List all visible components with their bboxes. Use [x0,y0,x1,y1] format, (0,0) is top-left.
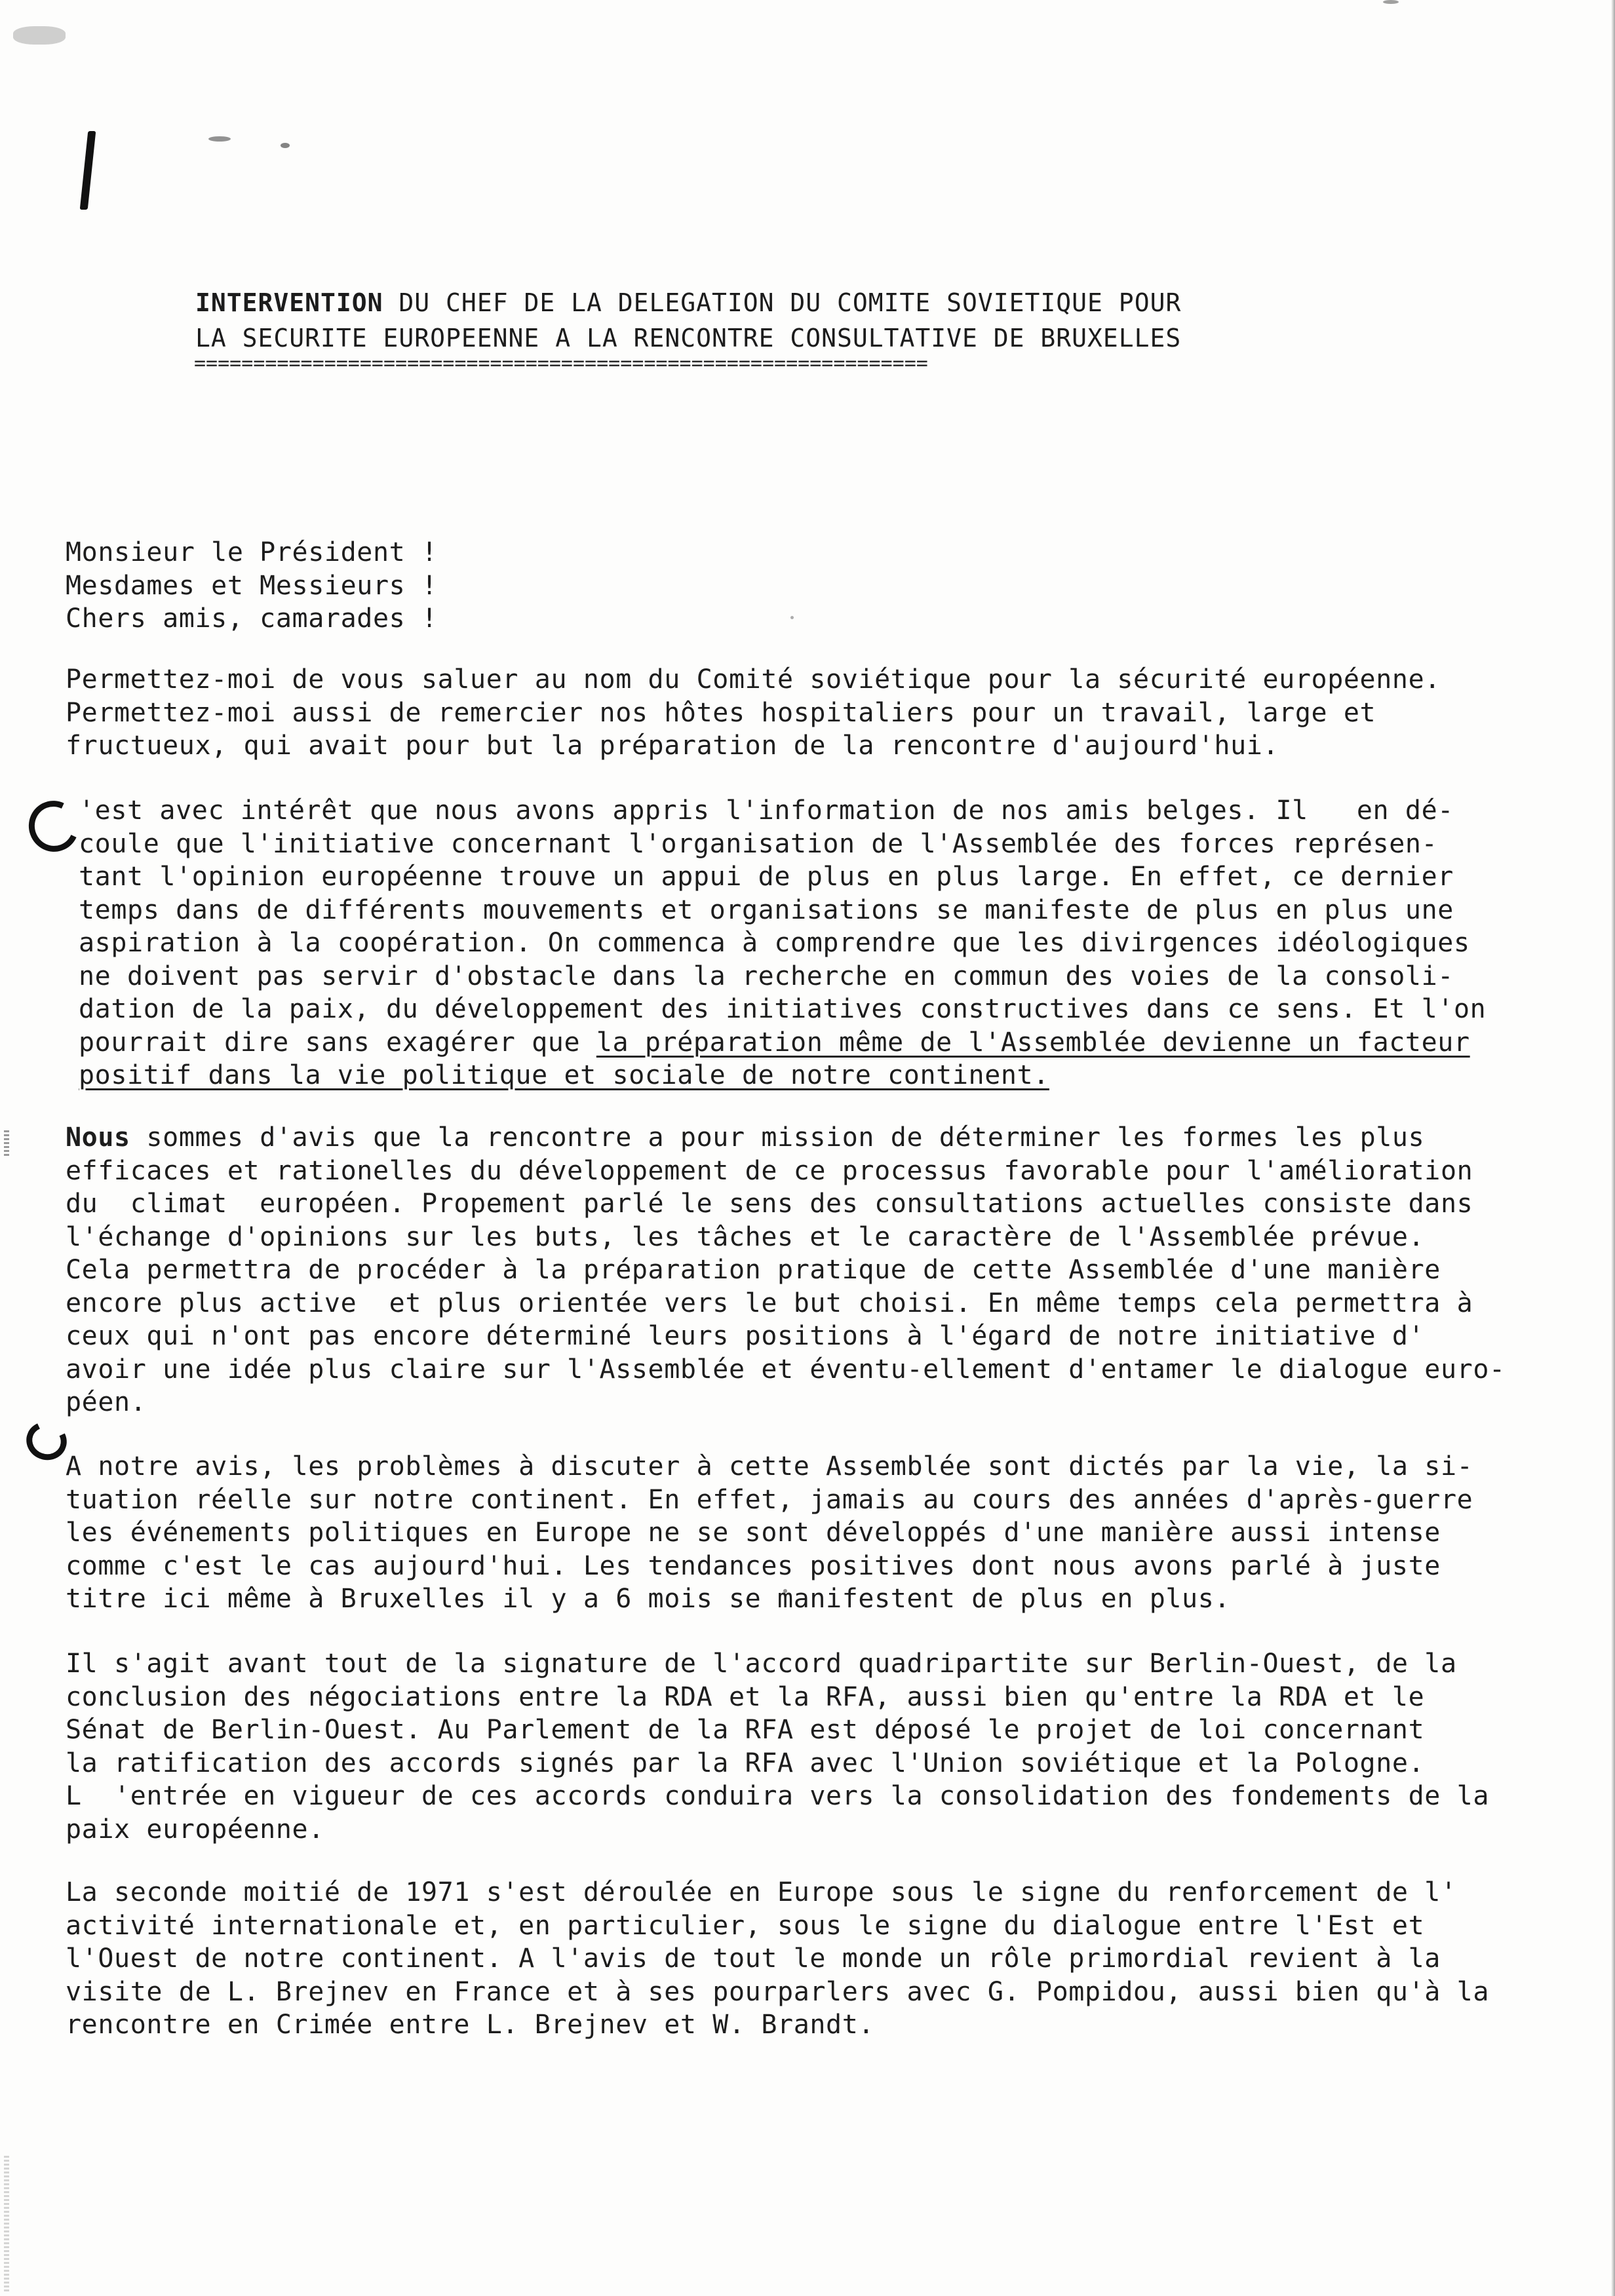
scan-speck [208,136,231,142]
paragraph-text: 'est avec intérêt que nous avons appris l'information de nos amis belges. Il en dé- coule que l'initiative concernant l'organisation de l'Assemblée des forces représen- tant l'opinion européenne trouve un appui de plus en plus large. En effet, ce dernier temps dans de différents mouvements et organisations se manifeste de plus en plus une aspiration à la coopération. On commenca à comprendre que les divirgences idéologiques ne doivent pas servir d'obstacle dans la recherche en commun des voies de la consoli- dation de la paix, du développement des initiatives constructives dans ce sens. Et l'on pourrait dire sans exagérer que [79,795,1487,1058]
paragraph-berlin-accords: Il s'agit avant tout de la signature de l'accord quadripartite sur Berlin-Ouest, de la conclusion des négociations entre la RDA et la RFA, aussi bien qu'entre la RDA et le Sénat de Berlin-Ouest. Au Parlement de la RFA est déposé le projet de loi concernant la ratification des accords signés par la RFA avec l'Union soviétique et la Pologne. L 'entrée en vigueur de ces accords conduira vers la consolidation des fondements de la paix européenne. [66,1649,1490,1845]
title-underline-rule: ============================================================== [194,357,928,372]
salutation-line: Mesdames et Messieurs ! [66,570,438,601]
scan-speck [281,143,290,148]
margin-mark [80,131,96,210]
title-line2: LA SECURITE EUROPEENNE A LA RENCONTRE CONSULTATIVE DE BRUXELLES [195,324,1182,353]
title-first-word: INTERVENTION [195,288,383,317]
paragraph-first-word: Nous [66,1122,130,1153]
handwritten-c-mark [21,1416,72,1466]
underlined-passage: la préparation même de l'Assemblée devienne un facteur positif dans la vie politique et sociale de notre continent. [79,1027,1470,1090]
scan-right-edge [1611,0,1615,2296]
scan-edge-noise [4,1130,9,1157]
scan-edge-noise [4,2156,9,2293]
paragraph-problems: A notre avis, les problèmes à discuter à cette Assemblée sont dictés par la vie, la si- tuation réelle sur notre continent. En effet, jamais au cours des années d'après-guerre les événements politiques en Europe ne se sont développés d'une manière aussi intense comme c'est le cas aujourd'hui. Les tendances positives dont nous avons parlé à juste titre ici même à Bruxelles il y a 6 mois se manifestent de plus en plus. [66,1451,1473,1614]
paragraph-greeting-thanks: Permettez-moi de vous saluer au nom du Comité soviétique pour la sécurité européenne. Permettez-moi aussi de remercier nos hôtes hospitaliers pour un travail, large et fructueux, qui avait pour but la préparation de la rencontre d'aujourd'hui. [66,664,1441,761]
salutation-line: Chers amis, camarades ! [66,603,438,634]
scan-speck [13,26,66,45]
scan-speck [1383,0,1399,4]
title-line1: DU CHEF DE LA DELEGATION DU COMITE SOVIETIQUE POUR [383,288,1182,317]
handwritten-c-mark [22,794,86,858]
paragraph-mission [66,1121,1534,1419]
document-title [195,285,1244,356]
paragraph-1971-dialogue: La seconde moitié de 1971 s'est déroulée en Europe sous le signe du renforcement de l' activité internationale et, en particulier, sous le signe du dialogue entre l'Est et l'Ouest de notre continent. A l'avis de tout le monde un rôle primordial revient à la visite de L. Brejnev en France et à ses pourparlers avec G. Pompidou, aussi bien qu'à la rencontre en Crimée entre L. Brejnev et W. Brandt. [66,1877,1490,2040]
salutation-line: Monsieur le Président ! [66,537,438,567]
paragraph-text: sommes d'avis que la rencontre a pour mission de déterminer les formes les plus efficaces et rationelles du développement de ce processus favorable pour l'amélioration du climat européen. Propement parlé le sens des consultations actuelles consiste dans l'échange d'opinions sur les buts, les tâches et le caractère de l'Assemblée prévue. Cela permettra de procéder à la préparation pratique de cette Assemblée d'une manière encore plus active et plus orientée vers le but choisi. En même temps cela permettra à ceux qui n'ont pas encore déterminé leurs positions à l'égard de notre initiative d' avoir une idée plus claire sur l'Assemblée et éventu-ellement d'entamer le dialogue euro- péen. [66,1122,1506,1417]
paragraph-belgian-information [79,794,1547,1092]
salutation-block [66,536,1534,636]
